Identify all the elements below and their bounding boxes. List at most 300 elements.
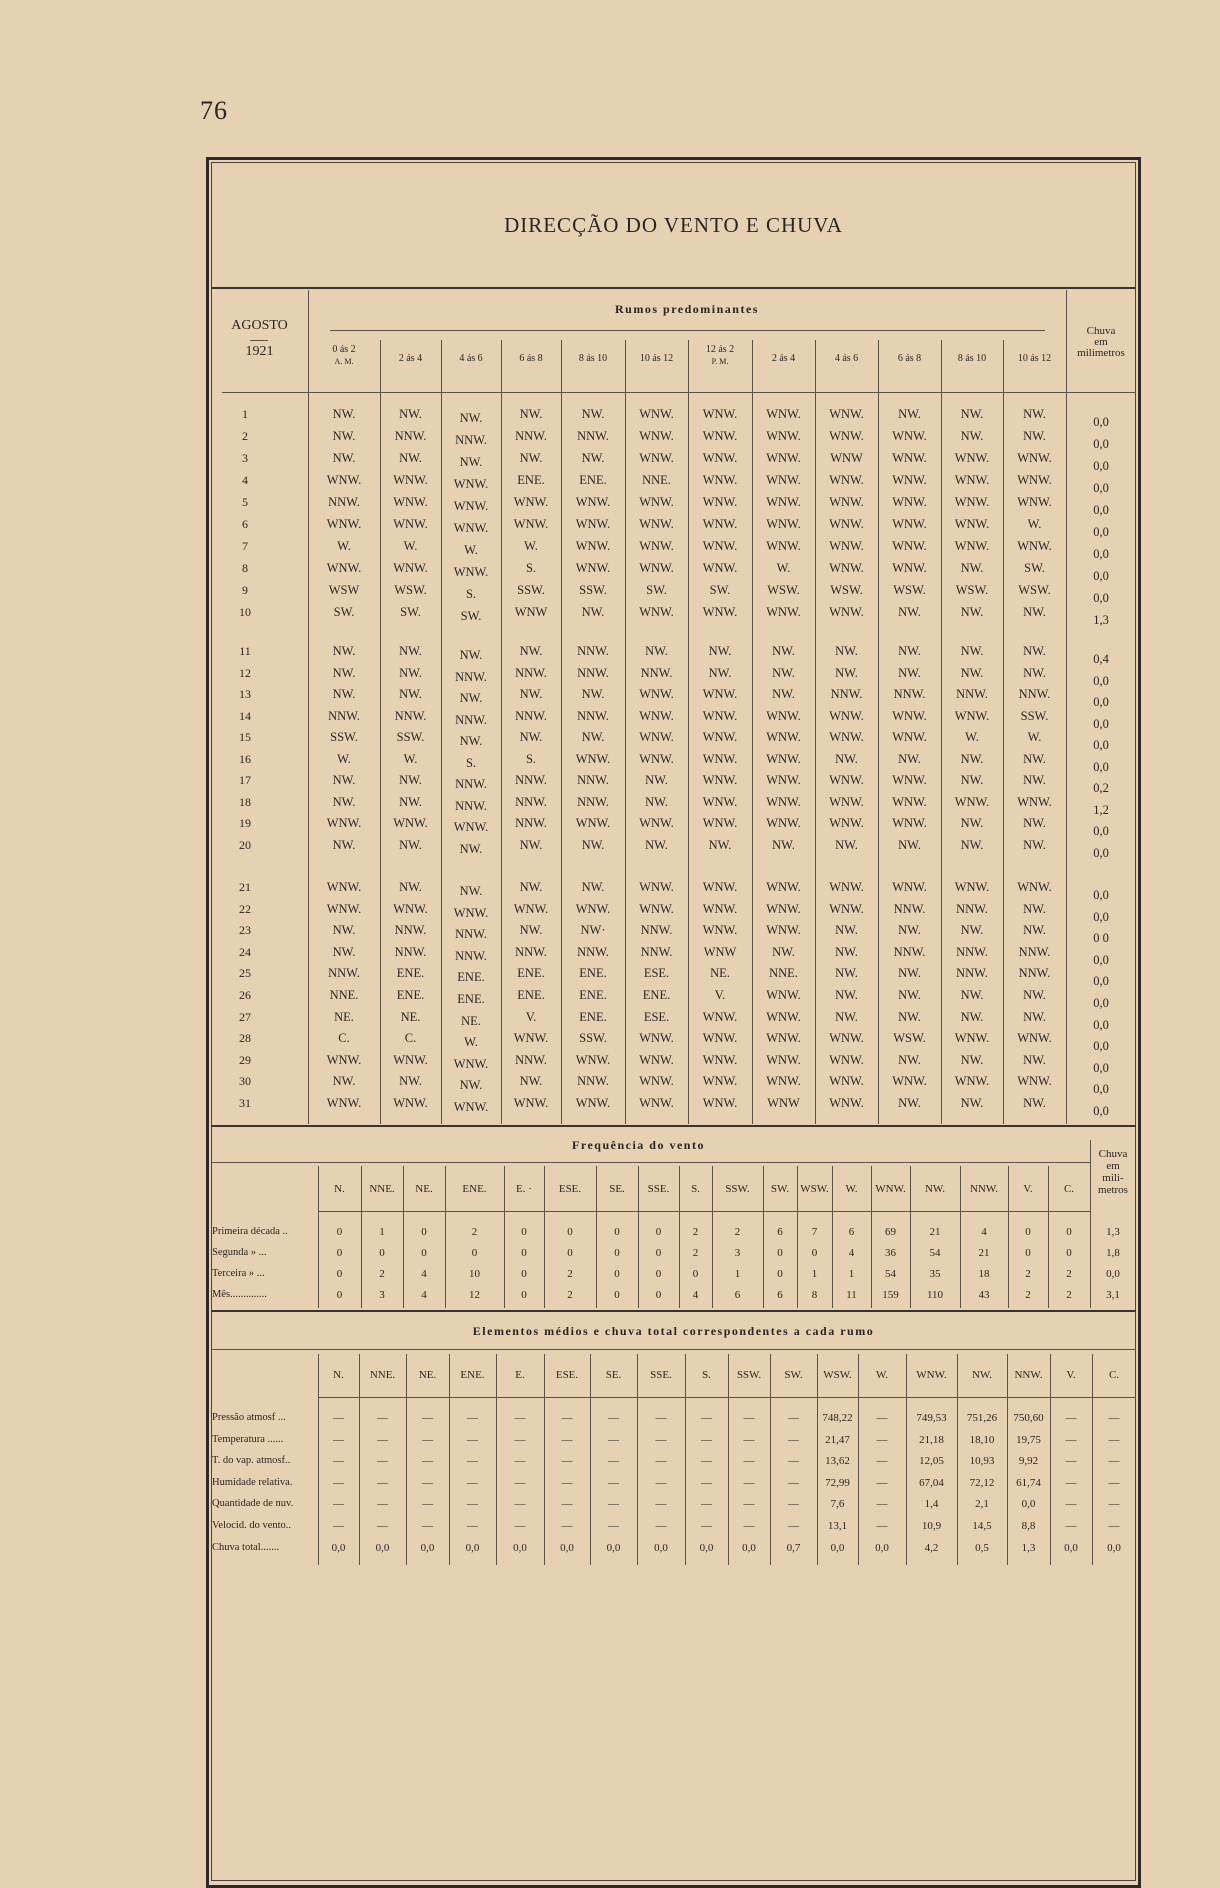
elem-cell: — [876,1412,888,1424]
wind-cell: WNW. [954,794,990,809]
wind-cell: WNW. [575,1096,611,1110]
elem-dir-header: ENE. [460,1369,485,1381]
wind-cell: NNW. [1018,687,1051,701]
wind-cell: WSW. [1018,583,1051,597]
wind-cell: NW. [960,773,984,787]
wind-cell: NNW. [893,687,926,701]
elem-dir-header: NW. [971,1369,993,1381]
wind-cell: NW. [960,1009,984,1024]
rain-cell: 0,0 [1093,974,1109,989]
elem-cell: — [1108,1498,1120,1511]
elem-cell: 0,0 [420,1541,435,1554]
elem-cell: — [377,1520,388,1532]
wind-cell: NNW. [455,669,487,684]
wind-cell: WNW. [575,495,611,509]
wind-cell: WNW. [453,521,489,535]
wind-cell: NW. [835,751,858,766]
wind-cell: ESE. [643,1009,670,1024]
elem-cell: 61,74 [1016,1476,1041,1489]
wind-cell: NNW. [577,429,609,443]
wind-cell: ENE. [579,988,607,1002]
period-header-9-0: 6 ás 8 [897,353,922,364]
elem-cell: — [377,1476,388,1489]
freq-dir-header: NNE. [369,1183,395,1195]
wind-cell: W. [403,751,418,766]
day-label: 1 [242,407,248,421]
wind-cell: WNW. [326,901,362,916]
wind-cell: WNW. [1017,539,1052,553]
freq-dir-header: V. [1023,1183,1033,1195]
elem-cell: 0,5 [975,1541,989,1554]
wind-cell: WNW. [1017,1031,1052,1046]
wind-cell: NNE. [329,988,359,1002]
wind-cell: WNW. [639,1074,674,1089]
elem-cell: — [561,1520,573,1532]
rain-header-wind-2: milimetros [1077,347,1125,359]
wind-cell: WNW. [639,1096,674,1110]
day-label: 13 [239,687,251,701]
wind-cell: WNW. [766,473,801,487]
freq-dir-header: S. [691,1183,700,1195]
elem-cell: — [1065,1476,1077,1489]
elem-cell: — [608,1412,619,1424]
wind-cell: WNW. [892,561,927,575]
elem-cell: — [422,1498,433,1511]
rain-cell: 0,0 [1093,952,1109,967]
wind-cell: WNW. [702,473,738,487]
wind-cell: NW. [399,837,422,852]
wind-cell: NW. [960,561,984,575]
freq-cell: 3 [734,1247,741,1259]
elem-cell: — [333,1433,344,1446]
wind-cell: WNW. [326,816,362,830]
wind-cell: NNW. [956,901,988,916]
wind-cell: NW. [399,773,422,787]
elem-row-label: Humidade relativa. [212,1476,293,1488]
day-label: 29 [239,1052,251,1067]
wind-cell: WNW. [766,751,801,766]
wind-cell: WNW. [393,495,428,509]
wind-cell: C. [338,1031,350,1046]
rain-cell: 0,0 [1093,1017,1109,1032]
elem-cell: — [1065,1433,1077,1446]
wind-cell: NW. [1023,1009,1046,1024]
wind-cell: WNW. [766,451,801,465]
rain-cell: 0,0 [1093,759,1109,774]
wind-cell: NW. [399,407,422,421]
wind-cell: NW. [399,687,422,701]
wind-cell: NW. [1023,988,1046,1002]
freq-cell: 4 [848,1247,855,1259]
wind-cell: NW. [519,1074,543,1089]
rain-cell: 1,2 [1093,802,1109,817]
rain-cell: 0,0 [1093,695,1109,709]
header-rule-wind [222,392,1136,393]
wind-cell: WNW. [639,451,674,465]
elem-cell: 10,9 [921,1520,942,1532]
wind-cell: NNW. [515,665,547,680]
wind-cell: NW. [898,407,921,421]
freq-cell: 0 [521,1226,527,1238]
day-label: 19 [239,816,251,830]
elem-cell: — [422,1476,433,1489]
rain-cell: 0,0 [1093,888,1109,902]
wind-cell: NW. [519,730,543,744]
wind-cell: NW. [459,648,483,662]
wind-cell: WNW. [702,923,738,938]
wind-cell: WNW. [892,1074,927,1089]
wind-cell: WNW. [829,495,864,509]
wind-cell: WNW. [453,477,489,491]
wind-cell: NW. [332,944,356,959]
wind-cell: NW. [645,773,668,787]
wind-cell: SW. [400,605,421,619]
wind-cell: WNW. [954,1074,990,1089]
freq-rain-cell: 3,1 [1106,1289,1120,1301]
wind-cell: NW. [898,988,921,1002]
wind-cell: NE. [710,966,730,981]
day-label: 2 [242,429,248,443]
freq-rain-cell: 1,8 [1106,1247,1120,1259]
elem-dir-header: WSW. [823,1369,852,1381]
freq-dir-header: NW. [924,1183,946,1195]
wind-cell: NW. [960,837,984,852]
elem-cell: — [1108,1412,1120,1424]
elem-dir-header: NNE. [369,1369,396,1381]
freq-cell: 0 [336,1289,343,1301]
wind-cell: WNW. [639,730,674,744]
freq-cell: 0 [336,1226,343,1238]
freq-row-label: Primeira década .. [212,1226,288,1237]
wind-cell: WNW. [513,901,549,916]
wind-cell: WSW. [955,583,989,597]
wind-cell: WNW. [702,1052,738,1067]
wind-cell: NW. [519,687,543,701]
wind-cell: NW. [1023,1052,1046,1067]
freq-cell: 6 [734,1289,741,1301]
wind-cell: WNW. [892,730,927,744]
wind-cell: NW. [332,794,356,809]
wind-cell: NW. [581,407,605,421]
wind-cell: ESE. [643,966,670,981]
wind-cell: NW. [960,1052,984,1067]
wind-cell: NW. [399,794,422,809]
wind-cell: ENE. [396,966,425,981]
elem-cell: — [1108,1433,1120,1446]
elem-cell: — [467,1455,478,1468]
wind-cell: NNW. [515,773,547,787]
elem-cell: — [377,1498,388,1511]
rain-cell: 0,0 [1093,845,1109,860]
wind-cell: WNW. [892,451,927,465]
elem-cell: — [743,1412,755,1424]
page-number: 76 [200,96,228,125]
wind-cell: WNW. [892,816,927,830]
wind-cell: NW. [960,1096,984,1110]
wind-cell: W. [1027,730,1042,744]
wind-cell: WNW. [326,473,362,487]
wind-cell: ENE. [579,473,607,487]
freq-cell: 0 [655,1268,662,1280]
wind-cell: WNW. [892,708,927,723]
elem-cell: 0,0 [1064,1541,1078,1554]
elem-row-label: Temperatura ...... [212,1433,284,1445]
wind-cell: WNW. [702,451,738,465]
elem-cell: 0,0 [1107,1541,1121,1554]
elem-row-label: Chuva total....... [212,1541,280,1553]
wind-cell: NW. [835,665,858,680]
wind-cell: WNW. [575,901,611,916]
wind-cell: WNW. [639,407,674,421]
period-header-2-0: 4 ás 6 [459,353,483,364]
wind-cell: WNW. [829,1052,864,1067]
elem-dir-header: ESE. [555,1369,579,1381]
elem-cell: — [608,1520,619,1532]
wind-cell: NW. [519,837,543,852]
freq-cell: 1 [379,1226,385,1238]
wind-cell: ENE. [517,966,545,981]
wind-cell: NW. [645,794,668,809]
freq-cell: 10 [469,1268,480,1280]
elem-cell: — [1065,1520,1077,1532]
elem-cell: — [655,1433,667,1446]
wind-cell: WNW. [766,794,801,809]
elem-cell: — [561,1412,573,1424]
wind-cell: WNW. [829,539,864,553]
wind-cell: WNW. [702,1096,738,1110]
wind-cell: WNW. [829,816,864,830]
wind-cell: NW. [459,455,483,469]
freq-cell: 0 [1066,1247,1072,1259]
elem-cell: — [876,1455,888,1468]
wind-cell: WNW. [1017,1074,1052,1089]
wind-cell: V. [714,988,726,1002]
wind-cell: S. [525,751,537,766]
wind-cell: NNW. [455,948,487,963]
wind-cell: WNW. [639,708,674,723]
wind-cell: C. [404,1031,417,1046]
freq-cell: 8 [811,1289,818,1301]
freq-cell: 2 [734,1226,741,1238]
elem-cell: — [467,1498,478,1511]
wind-cell: NNW. [577,644,609,658]
wind-cell: WNW. [766,539,801,553]
day-label: 20 [239,837,251,852]
wind-cell: NNW. [394,923,427,938]
wind-cell: ENE. [457,970,485,985]
freq-cell: 0 [614,1226,620,1238]
wind-cell: NW. [519,451,543,465]
elem-cell: 21,18 [919,1433,944,1446]
rain-cell: 0,0 [1093,525,1109,539]
freq-cell: 0 [567,1226,573,1238]
wind-cell: WNW. [393,561,428,575]
elem-cell: — [514,1520,526,1532]
wind-cell: WNW. [575,517,611,531]
freq-cell: 0 [421,1247,427,1259]
wind-cell: NNW. [515,944,547,959]
elem-cell: — [467,1476,478,1489]
wind-cell: ENE. [457,992,485,1006]
freq-cell: 0 [521,1289,527,1301]
wind-cell: WNW. [954,1031,990,1046]
wind-cell: WNW. [829,901,864,916]
wind-cell: NW. [399,451,422,465]
wind-cell: WNW. [766,1074,801,1089]
wind-cell: NNW. [956,687,988,701]
wind-cell: NW. [1023,429,1046,443]
freq-cell: 21 [978,1247,990,1259]
day-label: 30 [239,1074,251,1089]
wind-cell: W. [965,730,979,744]
day-label: 15 [239,730,251,744]
elem-cell: 67,04 [919,1476,944,1489]
elem-cell: — [701,1498,712,1511]
elem-cell: — [608,1498,619,1511]
wind-cell: WNW. [702,794,738,809]
wind-cell: NW. [835,644,858,658]
section-rule-elem [211,1310,1136,1312]
wind-cell: S. [465,587,477,601]
freq-cell: 0 [655,1226,662,1238]
elem-cell: 748,22 [822,1412,853,1424]
wind-cell: WNW. [829,429,864,443]
wind-cell: WNW. [326,561,362,575]
freq-cell: 2 [1025,1289,1031,1301]
day-label: 21 [239,880,251,894]
wind-cell: WNW. [766,605,801,619]
elem-cell: — [422,1433,433,1446]
elem-cell: — [561,1455,573,1468]
wind-cell: WNW. [1017,880,1052,894]
wind-cell: WNW. [1017,794,1052,809]
wind-cell: WSW. [893,1031,926,1046]
wind-cell: WNW. [575,1052,611,1067]
wind-cell: WNW. [702,773,738,787]
elem-cell: — [701,1412,712,1424]
wind-cell: NW. [960,751,984,766]
elem-cell: — [788,1520,799,1532]
elem-row-label: T. do vap. atmosf.. [212,1455,291,1467]
elem-row-label: Pressão atmosf ... [212,1412,286,1423]
wind-cell: WNW. [639,687,674,701]
wind-cell: WNW. [639,561,674,575]
wind-cell: WNW. [892,539,927,553]
wind-cell: NW. [519,880,543,894]
freq-dir-header: WNW. [875,1183,906,1195]
wind-cell: WNW. [954,495,990,509]
wind-cell: WNW. [639,880,674,894]
elem-cell: — [1065,1498,1077,1511]
wind-cell: WNW. [639,901,674,916]
wind-cell: NNW. [328,966,360,981]
wind-cell: NNW. [394,429,427,443]
wind-cell: NNW. [577,708,609,723]
wind-cell: NNW. [455,433,487,447]
day-label: 6 [242,517,248,531]
wind-cell: NNW. [956,966,988,981]
wind-cell: WNW. [639,495,674,509]
wind-cell: WNW. [639,517,674,531]
wind-cell: S. [465,755,477,770]
freq-cell: 69 [885,1226,896,1238]
day-label: 24 [239,944,251,959]
freq-cell: 0 [336,1268,343,1280]
wind-cell: S. [525,561,537,575]
elem-cell: — [333,1498,344,1511]
wind-cell: NW. [581,605,605,619]
freq-cell: 0 [1025,1226,1031,1238]
wind-cell: NNW. [640,665,673,680]
wind-cell: WNW. [639,751,674,766]
rain-cell: 0,0 [1093,503,1109,517]
period-header-0-1: A. M. [334,357,354,366]
wind-cell: WNW. [453,565,489,579]
elem-cell: — [701,1433,712,1446]
freq-cell: 0 [692,1268,699,1280]
wind-cell: WNW. [639,605,674,619]
wind-cell: ENE. [579,966,607,981]
wind-cell: WNW [703,944,737,959]
wind-cell: NW. [960,816,984,830]
freq-cell: 0 [336,1247,343,1259]
wind-cell: NW. [332,773,356,787]
wind-cell: WNW. [892,517,927,531]
day-label: 7 [242,539,248,553]
wind-cell: W. [337,539,351,553]
freq-cell: 11 [846,1289,857,1301]
day-label: 28 [239,1031,251,1046]
wind-cell: NW. [772,944,795,959]
rain-cell: 1,3 [1093,613,1109,627]
wind-cell: NNW. [1018,944,1051,959]
wind-cell: NW. [459,884,483,898]
wind-cell: W. [1027,517,1042,531]
wind-cell: NW. [581,730,605,744]
wind-cell: NW. [581,687,605,701]
wind-cell: NNW. [577,944,609,959]
wind-cell: SSW. [1020,708,1049,723]
elem-cell: — [1108,1476,1120,1489]
wind-cell: SSW. [330,730,358,744]
wind-cell: WNW. [453,1100,489,1114]
rain-cell: 0,0 [1093,481,1109,495]
period-header-4-0: 8 ás 10 [578,353,608,364]
freq-cell: 110 [926,1289,944,1301]
wind-cell: WNW. [702,730,738,744]
elem-dir-header: SSE. [650,1369,672,1381]
wind-cell: NNW. [394,708,427,723]
wind-cell: NW. [960,429,984,443]
wind-cell: NW. [772,837,795,852]
elem-cell: 7,6 [830,1498,845,1511]
wind-cell: NW. [898,1009,921,1024]
wind-cell: WNW. [702,495,738,509]
wind-cell: NNW. [577,665,609,680]
elem-cell: — [514,1412,526,1424]
elem-cell: — [514,1498,526,1511]
freq-cell: 54 [885,1268,896,1280]
wind-cell: WNW. [1017,473,1052,487]
wind-cell: WNW. [639,539,674,553]
wind-cell: ENE. [642,988,671,1002]
day-label: 31 [239,1096,251,1110]
wind-cell: WNW. [639,1031,674,1046]
elem-cell: — [377,1412,388,1424]
freq-dir-header: SSE. [647,1183,670,1195]
elem-cell: 0,0 [513,1541,527,1554]
wind-cell: WNW. [829,1096,864,1110]
